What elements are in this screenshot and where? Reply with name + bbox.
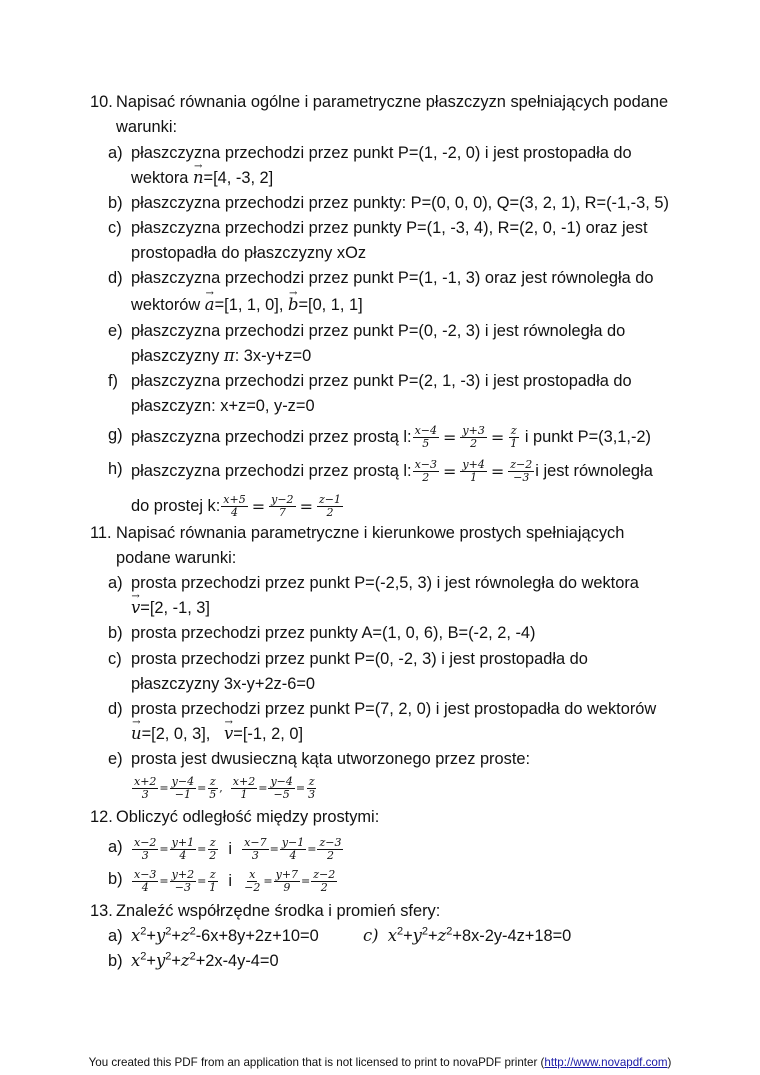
fraction: $\frac{z}{1}$: [510, 424, 518, 450]
ex10-number: 10.: [90, 93, 113, 111]
fraction: $\frac{x-4}{5}$: [414, 424, 438, 450]
footer-notice: You created this PDF from an application that is not licensed to print to novaPDF printer (http://www.novapdf.com): [88, 1056, 672, 1069]
vector-v: → v: [131, 598, 140, 618]
fraction: $\frac{z-2}{-3}$: [510, 458, 533, 484]
ex10-title: Napisać równania ogólne i parametryczne płaszczyzn spełniających podane: [116, 93, 669, 111]
fraction: $\frac{x-3}{2}$: [414, 458, 438, 484]
ex11-number: 11.: [90, 524, 112, 542]
fraction: $\frac{y+3}{2}$: [462, 424, 485, 450]
ex11-title: Napisać równania parametryczne i kierunkowe prostych spełniających: [116, 524, 625, 542]
fraction: $\frac{x+5}{4}$: [223, 493, 246, 519]
ex13-number: 13.: [90, 902, 113, 920]
vector-u: → u: [131, 724, 142, 744]
fraction: $\frac{z-1}{2}$: [318, 493, 341, 519]
vector-n: → n: [193, 168, 204, 188]
vector-a: → a: [205, 295, 215, 315]
vector-v: → v: [224, 724, 233, 744]
fraction: $\frac{y-2}{7}$: [271, 493, 294, 519]
document-page: 10. Napisać równania ogólne i parametryczne płaszczyzn spełniających podane warunki: a) płaszczyzna przechodzi przez punkt P=(1, -2, 0) i jest prostopadła do wektora → n=[4, -3, 2] b) płaszczyzna przechodzi przez punkty: P=(0, 0, 0), Q=(3, 2, 1), R=(-1,-3, 5) c) płaszczyzna przechodzi przez punkty P=(1, -3, 4), R=(2, 0, -1) oraz jest prostopadła do płaszczyzny xOz d) płaszczyzna przechodzi przez punkt P=(1, -1, 3) oraz jest równoległa do wektorów → a=[1, 1, 0], → b=[0, 1, 1] e) płaszczyzna przechodzi przez punkt P=(0, -2, 3) i jest równoległa do płaszczyzny π: 3x-y+z=0 f) płaszczyzna przechodzi przez punkt P=(2, 1, -3) i jest prostopadła do płaszczyzn: x+z=0, y-z=0 g) płaszczyzna przechodzi przez prostą l: $\frac{x-4}{5}$ = $\frac{y+3}{2}$ = $\frac{z}{1}$ i punkt P=(3,1,-2) h) płaszczyzna przechodzi przez prostą l: $\frac{x-3}{2}$ = $\frac{y+4}{1}$ = $\frac{z-2}{-3}$ i jest równoległa do prostej k: $\frac{x+5}{4}$ = $\frac{y-2}{7}$ = $\frac{z-1}{2}$ 11. Napisać równania parametryczne i kierunkowe prostych spełniających podane warunki: a) prosta przechodzi przez punkt P=(-2,5, 3) i jest równoległa do wektora → v=[2, -1, 3] b) prosta przechodzi przez punkty A=(1, 0, 6), B=(-2, 2, -4) c) prosta przechodzi przez punkt P=(0, -2, 3) i jest prostopadła do płaszczyzny 3x-y+2z-6=0 d) prosta przechodzi przez punkt P=(7, 2, 0) i jest prostopadła do wektorów → u=[2, 0, 3], → v=[-1, 2, 0] e) prosta jest dwusieczną kąta utworzonego przez proste: $\frac{x+2}{3}$ = $\frac{y-4}{-1}$ = $\frac{z}{5}$ , $\frac{x+2}{1}$ = $\frac{y-4}{-5}$ = $\frac{z}{3}$ 12. Obliczyć odległość między prostymi: a) $\frac{x-2}{3}$ = $\frac{y+1}{4}$ = $\frac{z}{2}$ i $\frac{x-7}{3}$ = $\frac{y-1}{4}$ = $\frac{z-3}{2}$ b) $\frac{x-3}{4}$ = $\frac{y+2}{-3}$ = $\frac{z}{1}$ i $\frac{x}{-2}$ = $\frac{y+7}{9}$ = $\frac{z-2}{2}$ 13. Znaleźć współrzędne środka i promień sfery: a) $x^2+y^2+z^2-6x+8y+2z+10=0$ c) $x^2+y^2+z^2+8x-2y-4z+18=0$ b) $x^2+y^2+z^2+2x-4y-4=0$ You created this PDF from an application that is not licensed to print to novaPDF printer (http://www.novapdf.com): [0, 0, 760, 1075]
novapdf-link[interactable]: http://www.novapdf.com: [544, 1056, 668, 1069]
fraction: $\frac{y+4}{1}$: [462, 458, 485, 484]
ex12-number: 12.: [90, 808, 113, 826]
vector-b: → b: [288, 295, 299, 315]
